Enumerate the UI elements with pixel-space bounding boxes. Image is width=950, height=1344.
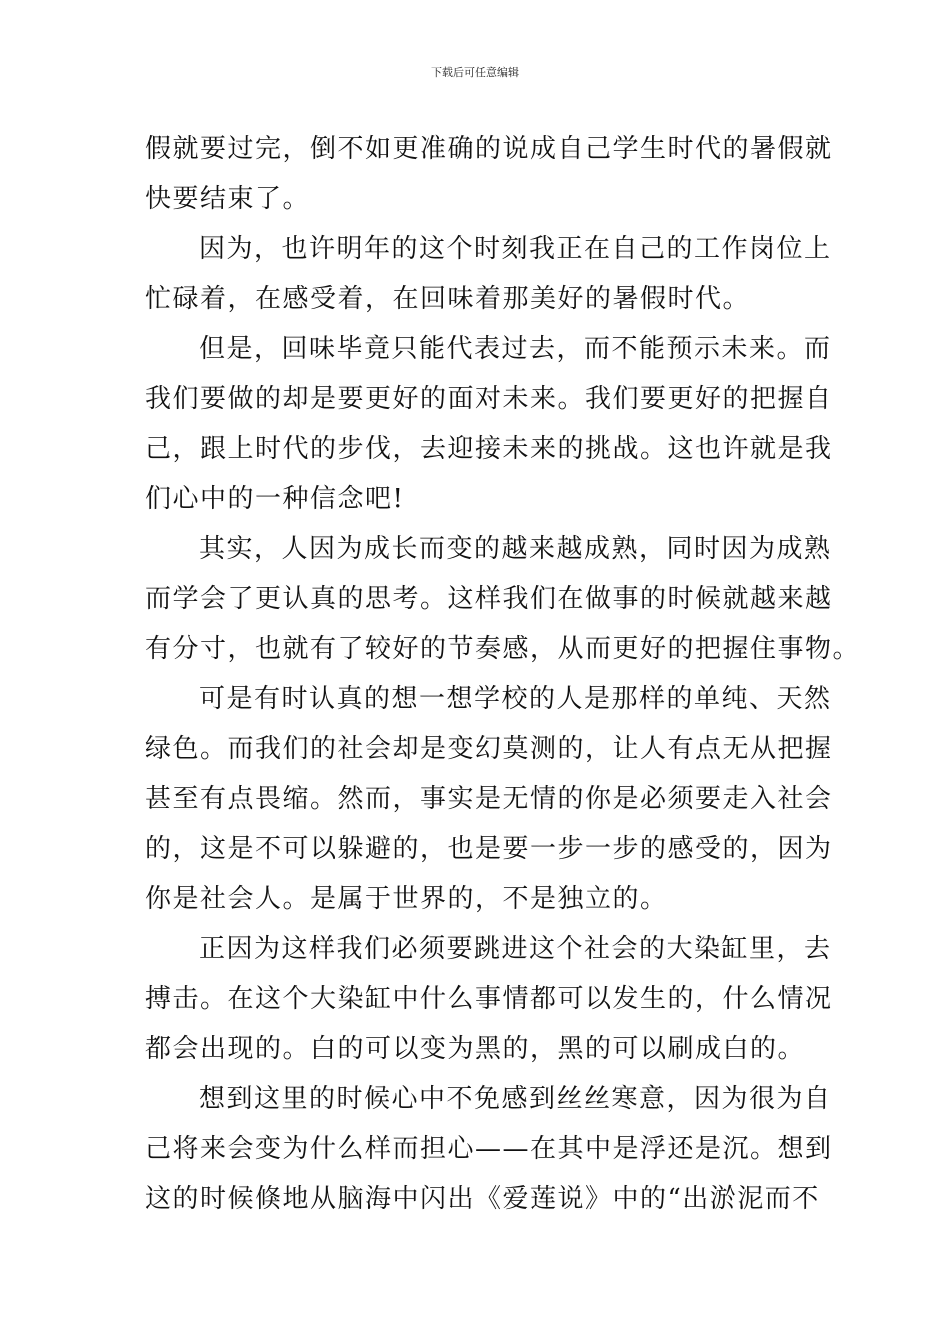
text-line: 甚至有点畏缩。然而，事实是无情的你是必须要走入社会	[145, 784, 833, 814]
paragraph-first-line: 想到这里的时候心中不免感到丝丝寒意，因为很为自	[199, 1084, 832, 1114]
text-line: 你是社会人。是属于世界的，不是独立的。	[145, 884, 668, 914]
text-line: 们心中的一种信念吧!	[145, 484, 405, 514]
text-line: 己，跟上时代的步伐，去迎接未来的挑战。这也许就是我	[145, 434, 833, 464]
text-line: 我们要做的却是要更好的面对未来。我们要更好的把握自	[145, 384, 833, 414]
paragraph-first-line: 其实，人因为成长而变的越来越成熟，同时因为成熟	[199, 534, 832, 564]
text-line: 搏击。在这个大染缸中什么事情都可以发生的，什么情况	[145, 984, 833, 1014]
text-line: 而学会了更认真的思考。这样我们在做事的时候就越来越	[145, 584, 833, 614]
text-line: 己将来会变为什么样而担心——在其中是浮还是沉。想到	[145, 1134, 833, 1164]
text-line: 这的时候倏地从脑海中闪出《爱莲说》中的“出淤泥而不	[145, 1184, 820, 1214]
text-line: 快要结束了。	[145, 184, 311, 214]
paragraph-first-line: 可是有时认真的想一想学校的人是那样的单纯、天然	[199, 684, 832, 714]
paragraph-first-line: 但是，回味毕竟只能代表过去，而不能预示未来。而	[199, 334, 832, 364]
paragraph-first-line: 因为，也许明年的这个时刻我正在自己的工作岗位上	[199, 234, 832, 264]
paragraph-first-line: 正因为这样我们必须要跳进这个社会的大染缸里，去	[199, 934, 832, 964]
text-line: 绿色。而我们的社会却是变幻莫测的，让人有点无从把握	[145, 734, 833, 764]
page-header: 下载后可任意编辑	[431, 66, 519, 79]
text-line: 有分寸，也就有了较好的节奏感，从而更好的把握住事物。	[145, 634, 861, 664]
text-line: 都会出现的。白的可以变为黑的，黑的可以刷成白的。	[145, 1034, 806, 1064]
text-line: 假就要过完，倒不如更准确的说成自己学生时代的暑假就	[145, 134, 833, 164]
text-line: 的，这是不可以躲避的，也是要一步一步的感受的，因为	[145, 834, 833, 864]
document-body	[145, 124, 861, 1224]
text-line: 忙碌着，在感受着，在回味着那美好的暑假时代。	[145, 284, 751, 314]
